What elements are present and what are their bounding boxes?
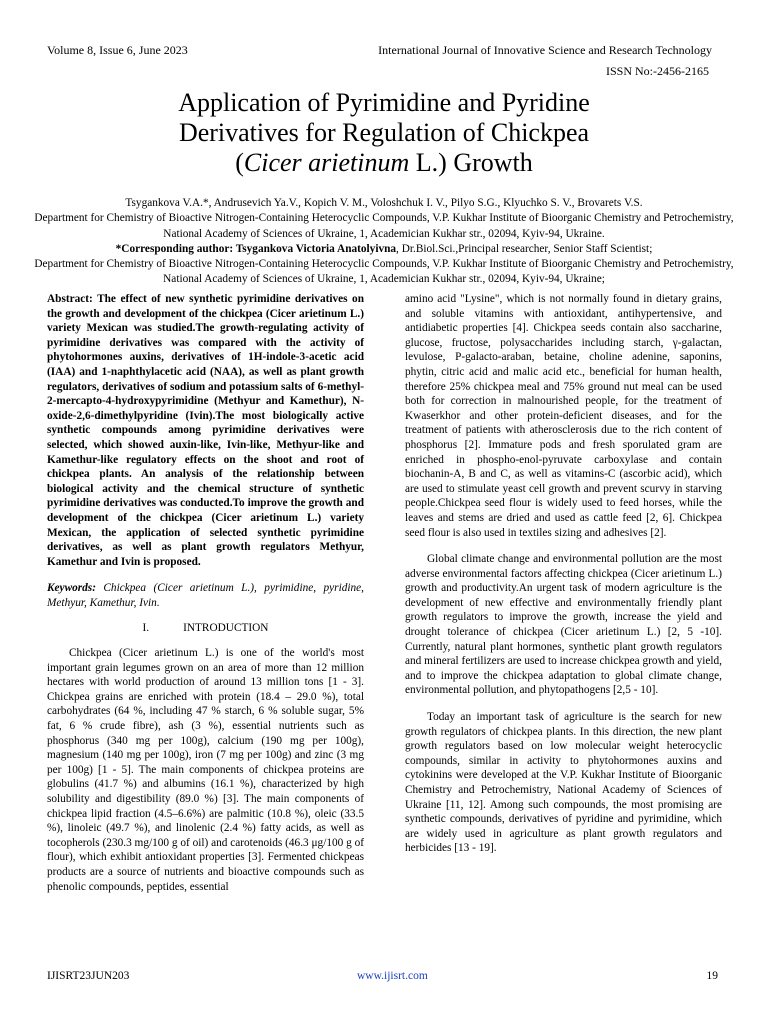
- volume-issue: Volume 8, Issue 6, June 2023: [47, 43, 188, 57]
- journal-name: International Journal of Innovative Science and Research Technology: [378, 43, 712, 57]
- right-column: [405, 292, 722, 856]
- authors: Tsygankova V.A.*, Andrusevich Ya.V., Kopich V. M., Voloshchuk I. V., Pilyo S.G., Klyuchko S. V., Brovarets V.S.: [125, 197, 643, 209]
- title-line-1: Application of Pyrimidine and Pyridine: [178, 88, 590, 117]
- affiliation-2: Department for Chemistry of Bioactive Nitrogen-Containing Heterocyclic Compounds, V.P. Kukhar Institute of Bioorganic Chemistry and Petrochemistry, National Academy of Sciences of Ukraine, 1, Academician Kukhar str., 02094, Kyiv-94, Ukraine;: [34, 258, 734, 286]
- section-heading: I. INTRODUCTION: [142, 622, 269, 635]
- website-link[interactable]: www.ijisrt.com: [357, 970, 428, 982]
- left-column: [47, 292, 364, 894]
- species-name: Cicer arietinum: [243, 148, 410, 177]
- article-code: IJISRT23JUN203: [47, 970, 130, 982]
- keywords: Keywords: Chickpea (Cicer arietinum L.), pyrimidine, pyridine, Methyur, Kamethur, Ivin.: [47, 582, 364, 609]
- title-line-3: (Cicer arietinum L.) Growth: [235, 148, 533, 177]
- abstract: Abstract: The effect of new synthetic pyrimidine derivatives on the growth and development of the chickpea (Cicer arietinum L.) variety Mexican was studied.The growth-regulating activity of pyrimidine derivatives was compared with the activity of phytohormones auxins, derivatives of 1H-indole-3-acetic acid (IAA) and 1-naphthylacetic acid (NAA), as well as plant growth regulators, derivatives of sodium and potassium salts of 6-methyl-2-mercapto-4-hydroxypyrimidine (Methyur and Kamethur), N-oxide-2,6-dimethylpyridine (Ivin).The most biologically active synthetic compounds among pyrimidine derivatives were selected, which showed auxin-like, Ivin-like, Methyur-like and Kamethur-like regulatory effects on the shoot and root of chickpea plants. An analysis of the relationship between biological activity and the chemical structure of synthetic pyrimidine derivatives was conducted.To improve the growth and development of the chickpea (Cicer arietinum L.) variety Mexican, the application of selected synthetic pyrimidine derivatives, as well as plant growth regulators Methyur, Kamethur and Ivin is proposed.: [47, 293, 364, 568]
- author-block: [22, 196, 746, 288]
- paragraph-3: Today an important task of agriculture is the search for new growth regulators of chickpea plants. In this direction, the new plant growth regulators based on low molecular weight heterocyclic compounds, similar in activity to phytohormones auxins and cytokinins were developed at the V.P. Kukhar Institute of Bioorganic Chemistry and Petrochemistry, National Academy of Sciences of Ukraine [11, 12]. Among such compounds, the most promising are synthetic compounds, derivatives of pyridine and pyrimidine, which are widely used in agriculture as plant growth regulators and herbicides [13 - 19].: [405, 711, 722, 855]
- affiliation-1: Department for Chemistry of Bioactive Nitrogen-Containing Heterocyclic Compounds, V.P. Kukhar Institute of Bioorganic Chemistry and Petrochemistry, National Academy of Sciences of Ukraine, 1, Academician Kukhar str., 02094, Kyiv-94, Ukraine.: [34, 212, 734, 240]
- intro-paragraph: Chickpea (Cicer arietinum L.) is one of the world's most important grain legumes grown on an area of more than 12 million hectares with world production of around 13 million tons [1 - 3]. Chickpea grains are enriched with protein (18.4 – 29.0 %), total carbohydrates (64 %, including 47 % starch, 6 % soluble sugar, 5% fat, 6 % crude fibre), ash (3 %), essential nutrients such as phosphorus (340 mg per 100g), calcium (190 mg per 100g), magnesium (140 mg per 100g), iron (7 mg per 100g) and zinc (3 mg per 100g) [1 - 5]. The main components of chickpea proteins are globulins (41.7 %) and albumins (16.1 %), characterized by high solubility and digestibility (89.0 %) [3]. The main components of chickpea lipid fraction (4.5–6.6%) are palmitic (10.8 %), oleic (33.5 %), linoleic (49.7 %), and linolenic (2.4 %) fatty acids, as well as tocopherols (230.3 mg/100 g of oil) and carotenoids (46.3 μg/100 g of flour), which exhibit antioxidant properties [3]. Fermented chickpeas products are a source of nutrients and bioactive compounds such as phenolic compounds, peptides, essential: [47, 647, 364, 893]
- paper-title: [70, 88, 698, 178]
- corresponding-author: *Corresponding author: Tsygankova Victoria Anatolyivna, Dr.Biol.Sci.,Principal researcher, Senior Staff Scientist;: [115, 242, 653, 255]
- title-line-2: Derivatives for Regulation of Chickpea: [178, 118, 590, 147]
- issn: ISSN No:-2456-2165: [605, 64, 709, 78]
- page-number: 19: [706, 970, 718, 982]
- paragraph-1: amino acid "Lysine", which is not normally found in dietary grains, and soluble vitamins with antioxidant, antihypertensive, and antidiabetic properties [4]. Chickpea seeds contain also saccharine, glucose, fructose, polysaccharides including starch, γ-galactan, levulose, P-galacto-araban, betaine, choline adenine, saponins, phytin, citric acid and malic acid etc., beneficial for human health, therefore 25% chickpea meal and 75% ground nut meal can be used both for correction in malnourished people, for the treatment of Kwaserkhor and other protein-deficient diseases, and for the treatment of patients with atherosclerosis due to the rich content of phosphorus [2]. Immature pods and fresh sporulated gram are enriched in phospho-enol-pyruvate carboxylase and contain biochanin-A, B and C, as well as vitamins-C (ascorbic acid), which are used to stimulate yeast cell growth and prevent scurvy in starving people.Chickpea seed flour is widely used to feed horses, while the leaves and stems are dried and used as cattle feed [2, 6]. Chickpea seed flour is also used in textiles sizing and adhesives [2].: [405, 293, 722, 539]
- paragraph-2: Global climate change and environmental pollution are the most adverse environmental factors affecting chickpea (Cicer arietinum L.) growth and productivity.An urgent task of modern agriculture is the development of new effective and environmentally friendly plant growth regulators to improve the growth, increase the yield and drought tolerance of chickpea (Cicer arietinum L.) [2, 5 -10]. Currently, natural plant hormones, synthetic plant growth regulators and mineral fertilizers are used to increase chickpea growth and yield, and to improve the chickpea adaptation to global climate change, environmental pollution, and phytopathogens [2,5 - 10].: [405, 553, 722, 697]
